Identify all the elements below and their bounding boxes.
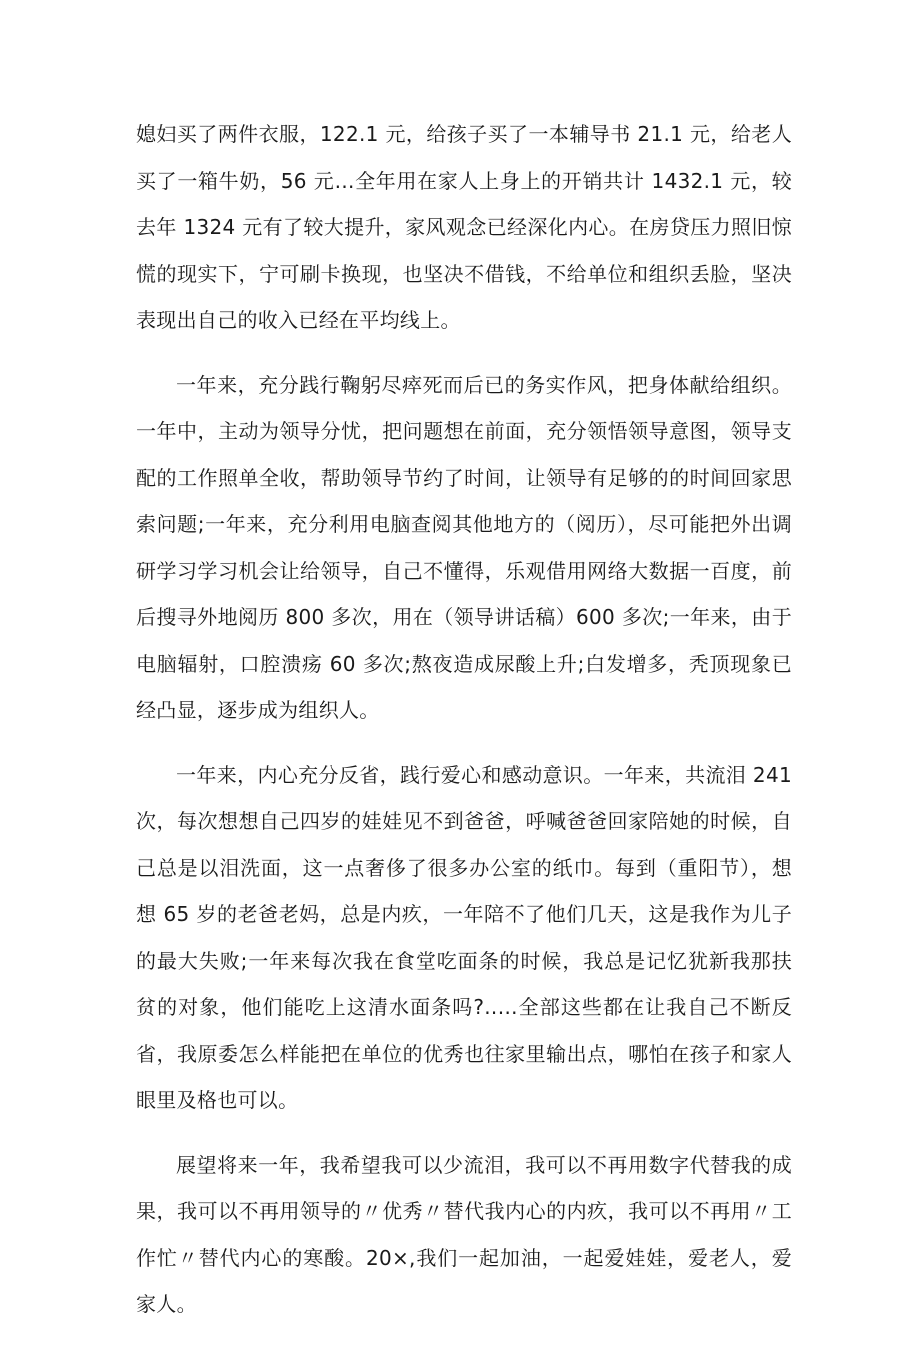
paragraph-work-style: 一年来，充分践行鞠躬尽瘁死而后已的务实作风，把身体献给组织。一年中，主动为领导分忧，把问题想在前面，充分领悟领导意图，领导支配的工作照单全收，帮助领导节约了时间，让领导有足够的的时间回家思索问题;一年来，充分利用电脑查阅其他地方的（阅历），尽可能把外出调研学习学习机会让给领导，自己不懂得，乐观借用网络大数据一百度，前后搜寻外地阅历 800 多次，用在（领导讲话稿）600 多次;一年来，由于电脑辐射，口腔溃疡 60 多次;熬夜造成尿酸上升;白发增多，秃顶现象已经凸显，逐步成为组织人。 <box>136 372 792 722</box>
paragraph-reflection: 一年来，内心充分反省，践行爱心和感动意识。一年来，共流泪 241 次，每次想想自己四岁的娃娃见不到爸爸，呼喊爸爸回家陪她的时候，自己总是以泪洗面，这一点奢侈了很多办公室的纸巾。每到（重阳节），想想 65 岁的老爸老妈，总是内疚，一年陪不了他们几天，这是我作为儿子的最大失败;一年来每次我在食堂吃面条的时候，我总是记忆犹新我那扶贫的对象，他们能吃上这清水面条吗?..…全部这些都在让我自己不断反省，我原委怎么样能把在单位的优秀也往家里输出点，哪怕在孩子和家人眼里及格也可以。 <box>136 762 792 1112</box>
paragraph-outlook: 展望将来一年，我希望我可以少流泪，我可以不再用数字代替我的成果，我可以不再用领导的〃优秀〃替代我内心的内疚，我可以不再用〃工作忙〃替代内心的寒酸。20×,我们一起加油，一起爱娃娃，爱老人，爱家人。 <box>136 1152 792 1316</box>
document-body <box>136 111 792 1346</box>
paragraph-spending: 媳妇买了两件衣服，122.1 元，给孩子买了一本辅导书 21.1 元，给老人买了一箱牛奶，56 元…全年用在家人上身上的开销共计 1432.1 元，较去年 1324 元有了较大提升，家风观念已经深化内心。在房贷压力照旧惊慌的现实下，宁可刷卡换现，也坚决不借钱，不给单位和组织丢脸，坚决表现出自己的收入已经在平均线上。 <box>136 122 792 332</box>
